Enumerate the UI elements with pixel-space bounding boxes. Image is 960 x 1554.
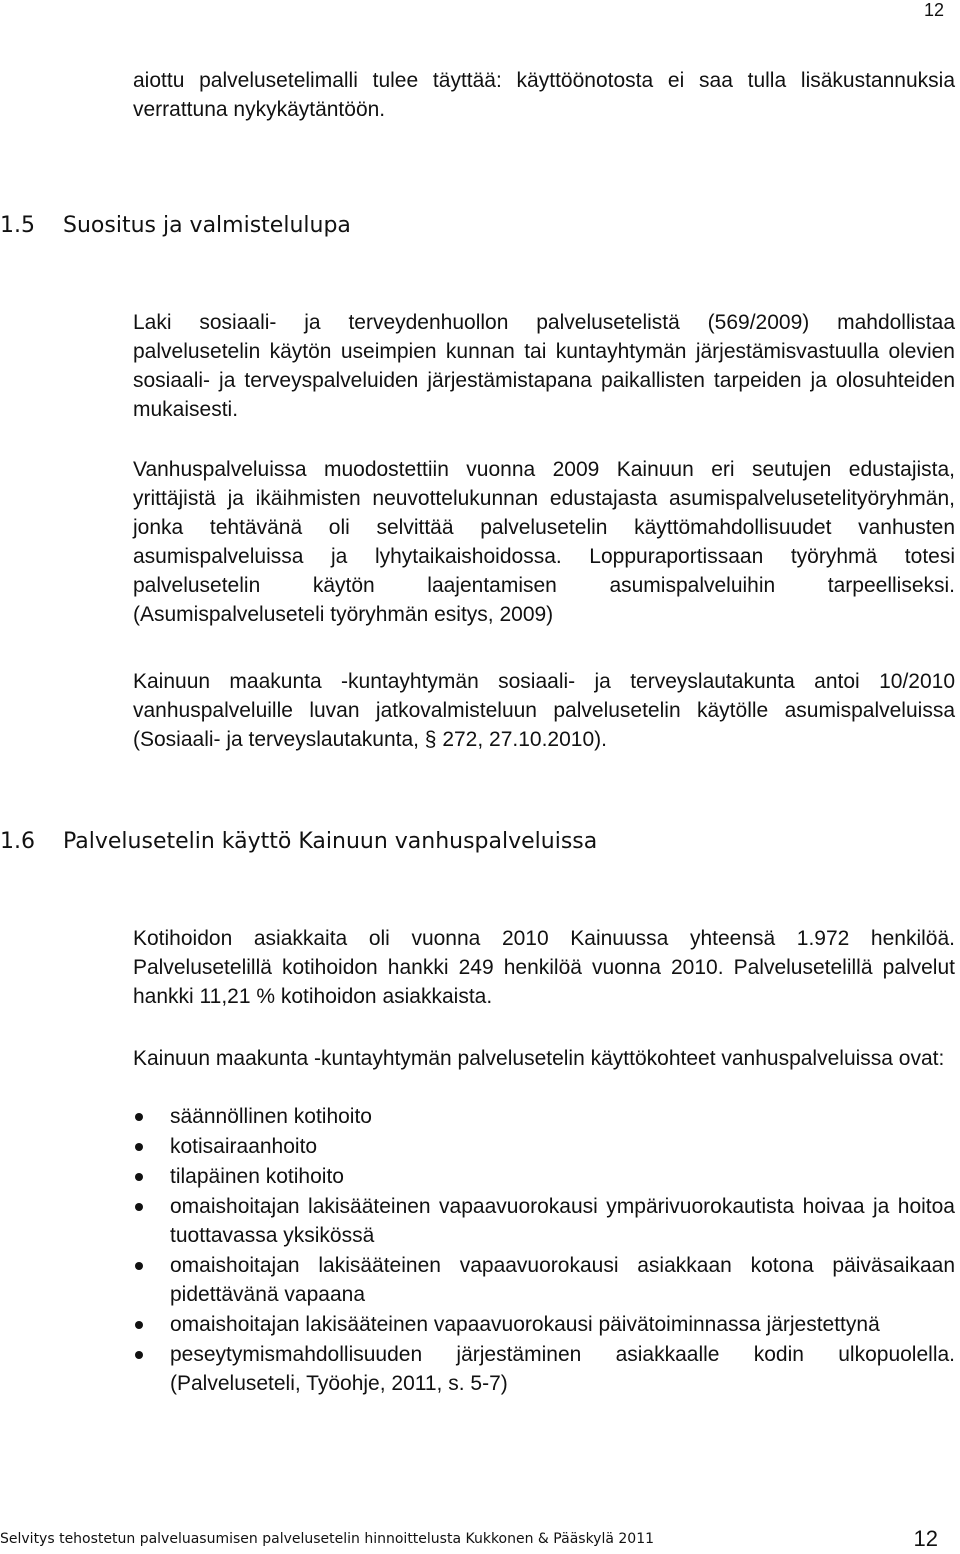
list-item: peseytymismahdollisuuden järjestäminen asiakkaalle kodin ulkopuolella. (Palveluseteli, Työohje, 2011, s. 5-7) [133, 1340, 955, 1398]
bullet-icon [135, 1351, 143, 1359]
bullet-icon [135, 1321, 143, 1329]
page-number-top: 12 [923, 0, 944, 20]
list-item: omaishoitajan lakisääteinen vapaavuorokausi päivätoiminnassa järjestettynä [133, 1310, 955, 1339]
paragraph-working-group: Vanhuspalveluissa muodostettiin vuonna 2009 Kainuun eri seutujen edustajista, yrittäjistä ja ikäihmisten neuvottelukunnan edustajasta asumispalvelusetelityöryhmän, jonka tehtävänä oli selvittää palvelusetelin käyttömahdollisuudet vanhusten asumispalveluissa ja lyhytaikaishoidossa. Loppuraportissaan työryhmä totesi palvelusetelin käytön laajentamisen asumispalveluihin tarpeelliseksi. (Asumispalveluseteli työryhmän esitys, 2009) [133, 458, 955, 626]
list-item: tilapäinen kotihoito [133, 1162, 955, 1191]
list-item: säännöllinen kotihoito [133, 1102, 955, 1131]
intro-paragraph: aiottu palvelusetelimalli tulee täyttää: käyttöönotosta ei saa tulla lisäkustannuksia verrattuna nykykäytäntöön. [133, 69, 955, 121]
usage-list [133, 1102, 955, 1399]
section-number: 1.5 [0, 213, 35, 238]
section-heading-1-5 [0, 212, 351, 240]
bullet-icon [135, 1113, 143, 1121]
bullet-icon [135, 1262, 143, 1270]
bullet-icon [135, 1143, 143, 1151]
page-number-bottom: 12 [913, 1526, 938, 1551]
section-title: Suositus ja valmistelulupa [63, 213, 351, 238]
page-footer: Selvitys tehostetun palveluasumisen palvelusetelin hinnoittelusta Kukkonen & Pääskylä 2011 [0, 1531, 655, 1547]
bullet-icon [135, 1173, 143, 1181]
list-item: omaishoitajan lakisääteinen vapaavuorokausi asiakkaan kotona päiväsaikaan pidettävänä vapaana [133, 1251, 955, 1309]
paragraph-home-care-stats: Kotihoidon asiakkaita oli vuonna 2010 Kainuussa yhteensä 1.972 henkilöä. Palvelusetelillä kotihoidon hankki 249 henkilöä vuonna 2010. Palvelusetelillä palvelut hankki 11,21 % kotihoidon asiakkaista. [133, 927, 955, 1008]
paragraph-list-intro: Kainuun maakunta -kuntayhtymän palvelusetelin käyttökohteet vanhuspalveluissa ovat: [133, 1047, 945, 1070]
list-item: omaishoitajan lakisääteinen vapaavuorokausi ympärivuorokautista hoivaa ja hoitoa tuottavassa yksikössä [133, 1192, 955, 1250]
section-number: 1.6 [0, 829, 35, 854]
paragraph-board-decision: Kainuun maakunta -kuntayhtymän sosiaali- ja terveyslautakunta antoi 10/2010 vanhuspalveluille luvan jatkovalmisteluun palvelusetelin käytölle asumispalveluissa (Sosiaali- ja terveyslautakunta, § 272, 27.10.2010). [133, 670, 955, 751]
paragraph-law: Laki sosiaali- ja terveydenhuollon palvelusetelistä (569/2009) mahdollistaa palvelusetelin käytön useimpien kunnan tai kuntayhtymän järjestämisvastuulla olevien sosiaali- ja terveyspalveluiden järjestämistapana paikallisten tarpeiden ja olosuhteiden mukaisesti. [133, 311, 955, 421]
list-item: kotisairaanhoito [133, 1132, 955, 1161]
bullet-icon [135, 1203, 143, 1211]
section-title: Palvelusetelin käyttö Kainuun vanhuspalveluissa [63, 829, 598, 854]
section-heading-1-6 [0, 828, 597, 856]
